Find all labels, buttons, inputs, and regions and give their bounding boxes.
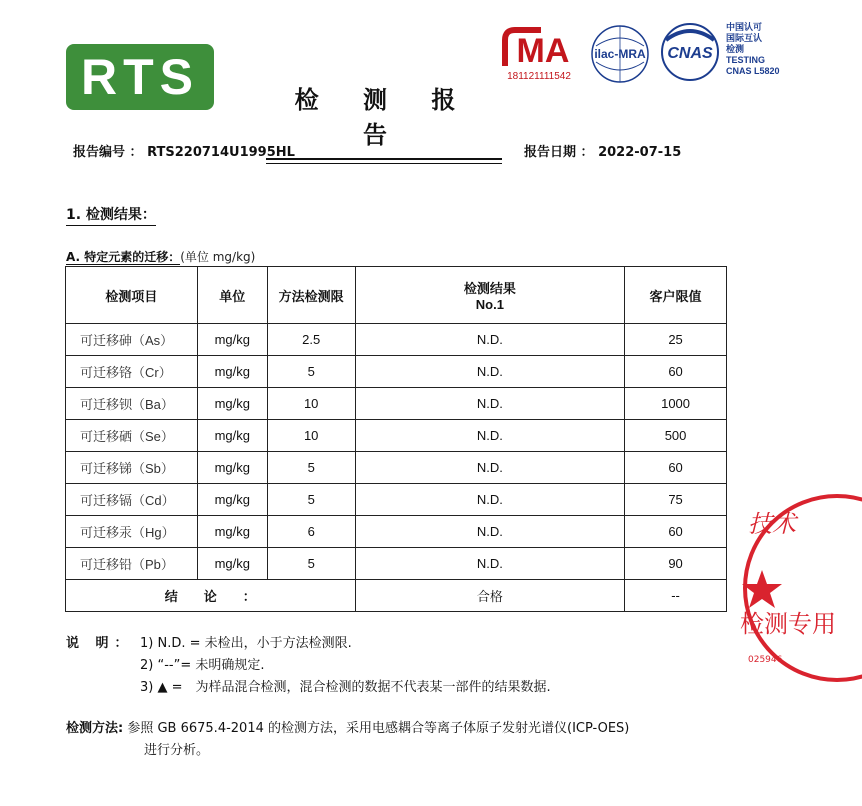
cell-unit: mg/kg <box>197 420 267 452</box>
report-date-colon: ： <box>580 145 594 160</box>
cell-unit: mg/kg <box>197 548 267 580</box>
notes-label: 说 明： <box>66 636 134 651</box>
cell-result: N.D. <box>355 324 625 356</box>
cell-mdl: 10 <box>267 420 355 452</box>
header-item: 检测项目 <box>66 267 198 324</box>
stamp-text-top: 技术 <box>748 510 796 538</box>
report-date-label: 报告日期 <box>524 145 577 160</box>
ma-number: 181121111542 <box>507 71 571 82</box>
stamp-text-mid: 检测专用 <box>740 610 836 638</box>
cell-item: 可迁移钡（Ba） <box>66 388 198 420</box>
cnas-caption-line: 国际互认 <box>726 33 763 43</box>
notes-row <box>66 655 551 677</box>
cell-limit: 500 <box>625 420 727 452</box>
conclusion-result: 合格 <box>355 580 625 612</box>
note-line: 3) ▲ = 为样品混合检测，混合检测的数据不代表某一部件的结果数据. <box>140 680 551 695</box>
cnas-caption-line: 检测 <box>726 44 745 54</box>
test-method <box>66 718 706 762</box>
cell-unit: mg/kg <box>197 484 267 516</box>
cell-unit: mg/kg <box>197 324 267 356</box>
table-row <box>66 420 727 452</box>
notes-row <box>66 677 551 699</box>
cell-unit: mg/kg <box>197 516 267 548</box>
report-number-value: RTS220714U1995HL <box>147 145 295 160</box>
cnas-logo <box>656 22 724 82</box>
table-row <box>66 484 727 516</box>
conclusion-limit: -- <box>625 580 727 612</box>
cell-mdl: 5 <box>267 484 355 516</box>
cell-result: N.D. <box>355 388 625 420</box>
cell-result: N.D. <box>355 420 625 452</box>
cell-mdl: 5 <box>267 452 355 484</box>
cell-mdl: 6 <box>267 516 355 548</box>
cell-result: N.D. <box>355 548 625 580</box>
note-line: 1) N.D. = 未检出，小于方法检测限. <box>140 636 352 651</box>
cell-result: N.D. <box>355 516 625 548</box>
ilac-mra-logo <box>588 24 652 86</box>
table-row <box>66 356 727 388</box>
cell-item: 可迁移镉（Cd） <box>66 484 198 516</box>
rts-logo: RTS <box>66 44 214 110</box>
cell-result: N.D. <box>355 484 625 516</box>
cell-item: 可迁移铅（Pb） <box>66 548 198 580</box>
report-number-colon: ： <box>129 145 143 160</box>
cell-unit: mg/kg <box>197 388 267 420</box>
table-row <box>66 516 727 548</box>
cnas-caption-line: TESTING <box>726 55 766 65</box>
cell-mdl: 5 <box>267 356 355 388</box>
table-header-row <box>66 267 727 324</box>
subsection-unit: (单位 mg/kg) <box>180 250 256 264</box>
cell-limit: 75 <box>625 484 727 516</box>
notes-row <box>66 633 551 655</box>
report-date-value: 2022-07-15 <box>598 145 682 160</box>
cnas-caption <box>726 22 788 77</box>
conclusion-row <box>66 580 727 612</box>
method-line <box>66 718 706 740</box>
report-number <box>73 141 295 160</box>
report-title: 检 测 报 告 <box>266 80 502 160</box>
cell-item: 可迁移砷（As） <box>66 324 198 356</box>
cnas-caption-line: CNAS L5820 <box>726 66 780 76</box>
cell-mdl: 2.5 <box>267 324 355 356</box>
report-date <box>524 141 681 160</box>
report-number-label: 报告编号 <box>73 145 126 160</box>
note-line: 2) “--”= 未明确规定. <box>140 658 265 673</box>
subsection-title <box>66 248 255 265</box>
cell-item: 可迁移硒（Se） <box>66 420 198 452</box>
section-title: 1. 检测结果： <box>66 204 156 226</box>
cell-limit: 1000 <box>625 388 727 420</box>
cell-limit: 90 <box>625 548 727 580</box>
method-text: 参照 GB 6675.4-2014 的检测方法，采用电感耦合等离子体原子发射光谱仪(ICP-OES) <box>127 721 630 736</box>
cell-result: N.D. <box>355 452 625 484</box>
cell-limit: 60 <box>625 516 727 548</box>
ma-logo-text: MA <box>516 32 570 70</box>
conclusion-label: 结 论 ： <box>66 580 356 612</box>
cell-item: 可迁移锑（Sb） <box>66 452 198 484</box>
cell-limit: 60 <box>625 356 727 388</box>
header-result <box>355 267 625 324</box>
header-result-label: 检测结果 <box>463 281 516 296</box>
cnas-logo-text: CNAS <box>667 45 713 62</box>
header-unit: 单位 <box>197 267 267 324</box>
results-table <box>65 266 727 612</box>
table-row <box>66 548 727 580</box>
cell-unit: mg/kg <box>197 452 267 484</box>
method-label: 检测方法: <box>66 721 124 736</box>
cell-result: N.D. <box>355 356 625 388</box>
cell-unit: mg/kg <box>197 356 267 388</box>
cell-mdl: 10 <box>267 388 355 420</box>
ilac-logo-text: ilac-MRA <box>594 47 646 61</box>
table-row <box>66 388 727 420</box>
table-row <box>66 452 727 484</box>
notes <box>66 633 551 699</box>
cell-item: 可迁移汞（Hg） <box>66 516 198 548</box>
method-line-2: 进行分析。 <box>144 743 210 758</box>
stamp-number: 025946 <box>748 655 783 665</box>
header-client-limit: 客户限值 <box>625 267 727 324</box>
red-seal-stamp <box>742 488 862 688</box>
cell-limit: 25 <box>625 324 727 356</box>
cell-limit: 60 <box>625 452 727 484</box>
cell-item: 可迁移铬（Cr） <box>66 356 198 388</box>
header-result-sub: No.1 <box>475 297 504 312</box>
cnas-caption-line: 中国认可 <box>726 22 763 32</box>
subsection-main: A. 特定元素的迁移： <box>66 250 181 264</box>
header-limit: 方法检测限 <box>267 267 355 324</box>
table-row <box>66 324 727 356</box>
cell-mdl: 5 <box>267 548 355 580</box>
